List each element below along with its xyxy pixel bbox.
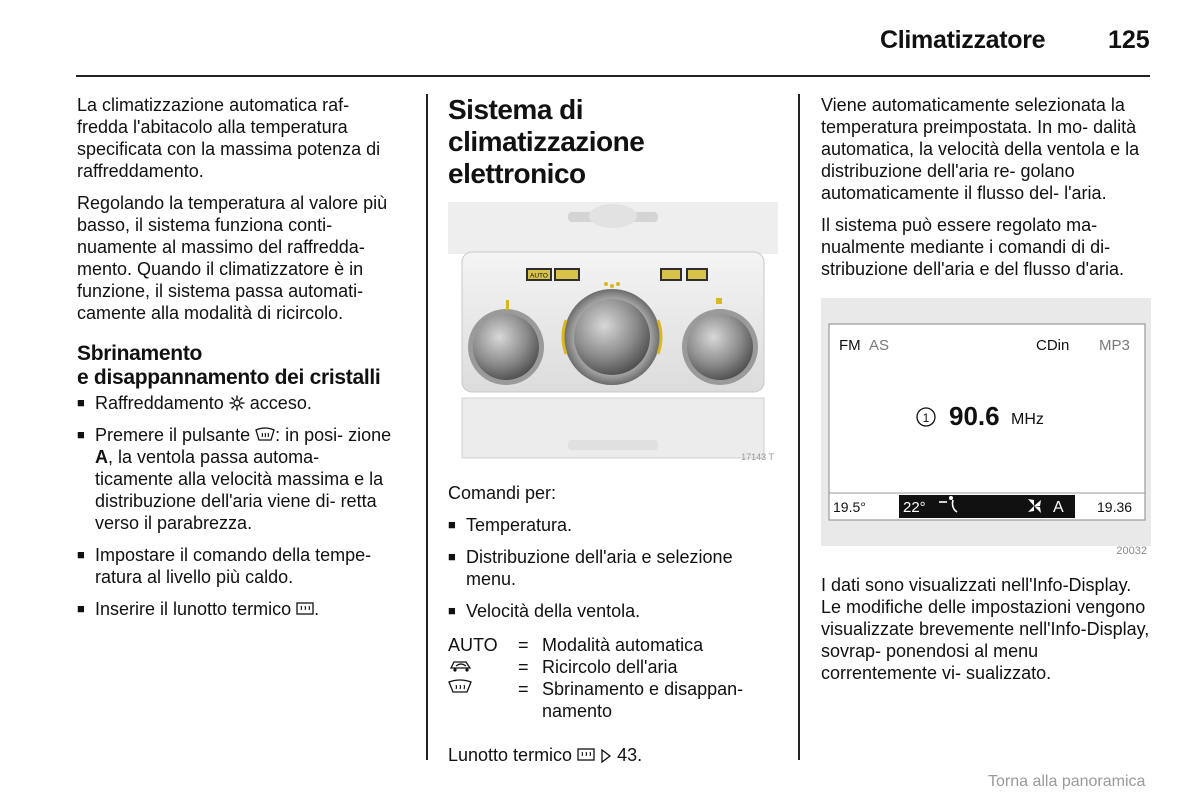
- list-item: [77, 598, 399, 620]
- list-item-text: , la ventola passa automa- ticamente alla velocità massima e la distribuzione dell'aria viene di- retta verso il parabrezza.: [95, 447, 384, 533]
- snowflake-icon: [229, 395, 245, 411]
- display-frequency-unit: MHz: [1011, 411, 1044, 428]
- section-heading-line2: e disappannamento dei cristalli: [77, 366, 381, 389]
- page-reference-arrow-icon: [600, 749, 612, 763]
- column-right: [821, 94, 1151, 694]
- column-divider-2: [798, 94, 800, 760]
- page-number: 125: [1108, 26, 1150, 54]
- rear-window-text: Lunotto termico: [448, 745, 573, 765]
- legend-eq: =: [518, 635, 529, 655]
- figure-code: 20032: [1116, 545, 1147, 557]
- paragraph-manual-mode: Il sistema può essere regolato ma- nualmente mediante i comandi di di- stribuzione dell'aria e del flusso d'aria.: [821, 215, 1125, 279]
- list-item: ■ Impostare il comando della tempe- ratura al livello più caldo.: [77, 544, 399, 588]
- column-middle: [448, 94, 778, 776]
- controls-list: [448, 514, 778, 622]
- info-display-image: [821, 290, 1151, 558]
- list-item-text: acceso.: [249, 393, 312, 413]
- symbol-legend: [448, 634, 778, 722]
- info-display-illustration: [821, 290, 1151, 558]
- back-to-overview-link[interactable]: Torna alla panoramica: [988, 773, 1146, 790]
- display-set-temp: 22°: [903, 499, 926, 516]
- rear-window-heating-icon: [296, 601, 314, 617]
- paragraph-lowest-temp: Regolando la temperatura al valore più basso, il sistema funziona conti- nuamente al massimo del raffredda- mento. Quando il climatizzatore è in funzione, il sistema passa automati- camente alla modalità di ricircolo.: [77, 193, 388, 323]
- display-as: AS: [869, 337, 890, 354]
- section-heading-line1: Sbrinamento: [77, 342, 203, 365]
- section-heading-defrost: [77, 342, 399, 390]
- position-label: A: [95, 447, 108, 467]
- controls-intro: Comandi per:: [448, 483, 557, 503]
- header-divider: [76, 75, 1150, 77]
- temperature-knob: [473, 314, 539, 380]
- windscreen-defrost-icon: [448, 679, 472, 695]
- recirculation-icon: [448, 657, 474, 673]
- paragraph-auto-cooling: La climatizzazione automatica raf- fredda l'abitacolo alla temperatura specificata con la massima potenza di raffreddamento.: [77, 95, 381, 181]
- list-item: [77, 424, 399, 534]
- list-item-text: Premere il pulsante: [95, 425, 251, 445]
- legend-key-auto: AUTO: [448, 635, 498, 655]
- display-preset: 1: [922, 411, 930, 425]
- list-item-text: : in posi- zione: [275, 425, 392, 445]
- paragraph-auto-mode: Viene automaticamente selezionata la temperatura preimpostata. In mo- dalità automatica, la velocità della ventola e la distribuzione dell'aria re- golano automaticamente il flusso del- l'aria.: [821, 95, 1140, 203]
- page-reference[interactable]: 43.: [617, 745, 643, 765]
- list-item: [77, 392, 399, 414]
- fan-speed-knob: [687, 314, 753, 380]
- legend-desc: Modalità automatica: [542, 635, 704, 655]
- list-item: ■ Temperatura.: [448, 514, 778, 536]
- legend-key-defrost: [448, 678, 518, 722]
- list-item: ■ Distribuzione dell'aria e selezione menu.: [448, 546, 778, 590]
- climate-control-panel-image: [448, 202, 778, 464]
- display-frequency: 90.6: [949, 401, 1000, 431]
- list-item-text: Inserire il lunotto termico: [95, 599, 292, 619]
- column-divider-1: [426, 94, 428, 760]
- rear-window-reference: [448, 744, 778, 766]
- defrost-button: [662, 270, 680, 279]
- column-left: [77, 94, 399, 630]
- legend-eq: =: [518, 657, 529, 677]
- legend-key-recirculation: [448, 656, 518, 678]
- list-item: ■ Velocità della ventola.: [448, 600, 778, 622]
- windscreen-defrost-icon: [255, 427, 275, 443]
- display-fan-mode: A: [1053, 499, 1064, 516]
- legend-desc: Sbrinamento e disappan- namento: [542, 679, 744, 721]
- display-cdin: CDin: [1036, 337, 1070, 354]
- figure-code: 17143 T: [741, 452, 774, 462]
- paragraph-info-display: I dati sono visualizzati nell'Info-Display. Le modifiche delle impostazioni vengono visualizzate brevemente nell'Info-Display, sovrap- ponendosi al menu correntemente vi- sualizzato.: [821, 575, 1150, 683]
- list-item-text: .: [314, 599, 320, 619]
- auto-button-label: AUTO: [530, 272, 548, 280]
- list-item-text: Raffreddamento: [95, 393, 224, 413]
- defrost-steps-list: [77, 392, 399, 620]
- air-distribution-knob: [574, 299, 650, 375]
- climate-panel-illustration: [448, 202, 778, 464]
- recirculation-button: [556, 270, 578, 279]
- display-mp3: MP3: [1099, 337, 1130, 354]
- display-fm: FM: [839, 337, 861, 354]
- legend-eq: =: [518, 679, 529, 699]
- rear-heating-button: [688, 270, 706, 279]
- display-outside-temp: 19.5°: [833, 499, 866, 515]
- legend-desc: Ricircolo dell'aria: [542, 657, 678, 677]
- rear-window-heating-icon: [577, 747, 595, 763]
- display-clock: 19.36: [1097, 499, 1133, 515]
- section-title-electronic-climate: Sistema di climatizzazione elettronico: [448, 94, 645, 189]
- page-header-title: Climatizzatore: [880, 26, 1046, 54]
